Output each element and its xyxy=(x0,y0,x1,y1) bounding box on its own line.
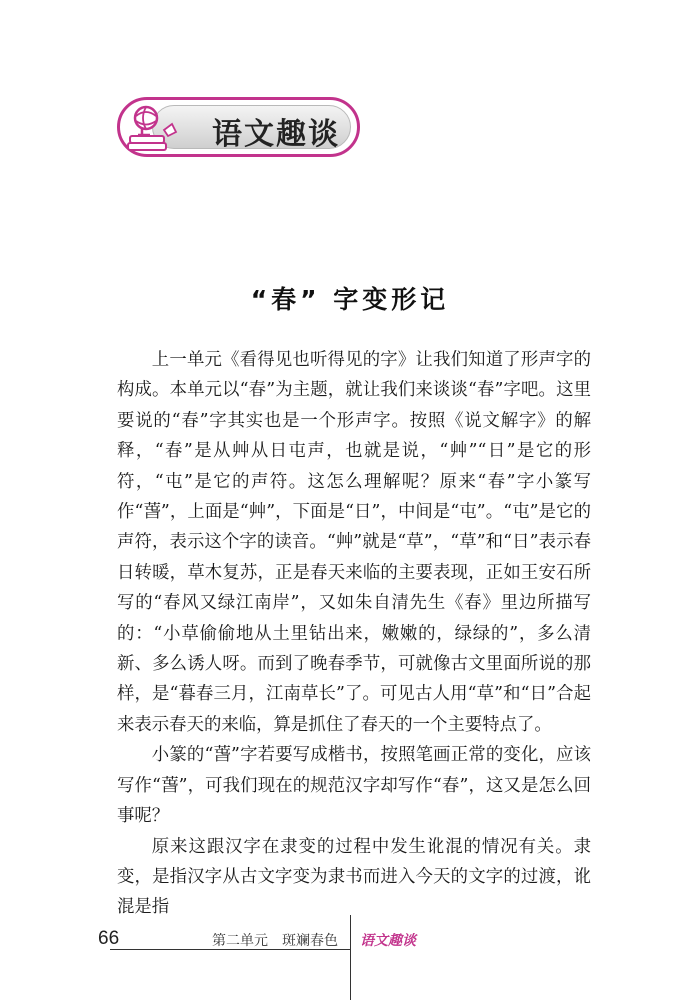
paragraph: 原来这跟汉字在隶变的过程中发生讹混的情况有关。隶变，是指汉字从古文字变为隶书而进入今天的文字的过渡，讹混是指 xyxy=(117,836,591,918)
page-number: 66 xyxy=(98,928,120,949)
article-body xyxy=(117,345,591,923)
section-banner xyxy=(117,97,360,157)
footer-section-label: 语文趣谈 xyxy=(360,933,416,949)
globe-book-icon xyxy=(120,102,180,154)
footer-unit-label: 第二单元 斑斓春色 xyxy=(212,933,338,949)
paragraph: 上一单元《看得见也听得见的字》让我们知道了形声字的构成。本单元以“春”为主题，就让我们来谈谈“春”字吧。这里要说的“春”字其实也是一个形声字。按照《说文解字》的解释，“春”是从艸从日屯声，也就是说，“艸”“日”是它的形符，“屯”是它的声符。这怎么理解呢？原来“春”字小篆写作“萅”，上面是“艸”，下面是“日”，中间是“屯”。“屯”是它的声符，表示这个字的读音。“艸”就是“草”，“草”和“日”表示春日转暖，草木复苏，正是春天来临的主要表现，正如王安石所写的“春风又绿江南岸”，又如朱自清先生《春》里边所描写的：“小草偷偷地从土里钻出来，嫩嫩的，绿绿的”，多么清新、多么诱人呀。而到了晚春季节，可就像古文里面所说的那样，是“暮春三月，江南草长”了。可见古人用“草”和“日”合起来表示春天的来临，算是抓住了春天的一个主要特点了。 xyxy=(117,350,591,735)
article-title: “春” 字变形记 xyxy=(250,285,450,314)
banner-title: 语文趣谈 xyxy=(212,117,340,152)
footer-vertical-divider xyxy=(350,915,351,1000)
paragraph: 小篆的“萅”字若要写成楷书，按照笔画正常的变化，应该写作“萅”，可我们现在的规范汉字却写作“春”，这又是怎么回事呢？ xyxy=(117,745,591,827)
